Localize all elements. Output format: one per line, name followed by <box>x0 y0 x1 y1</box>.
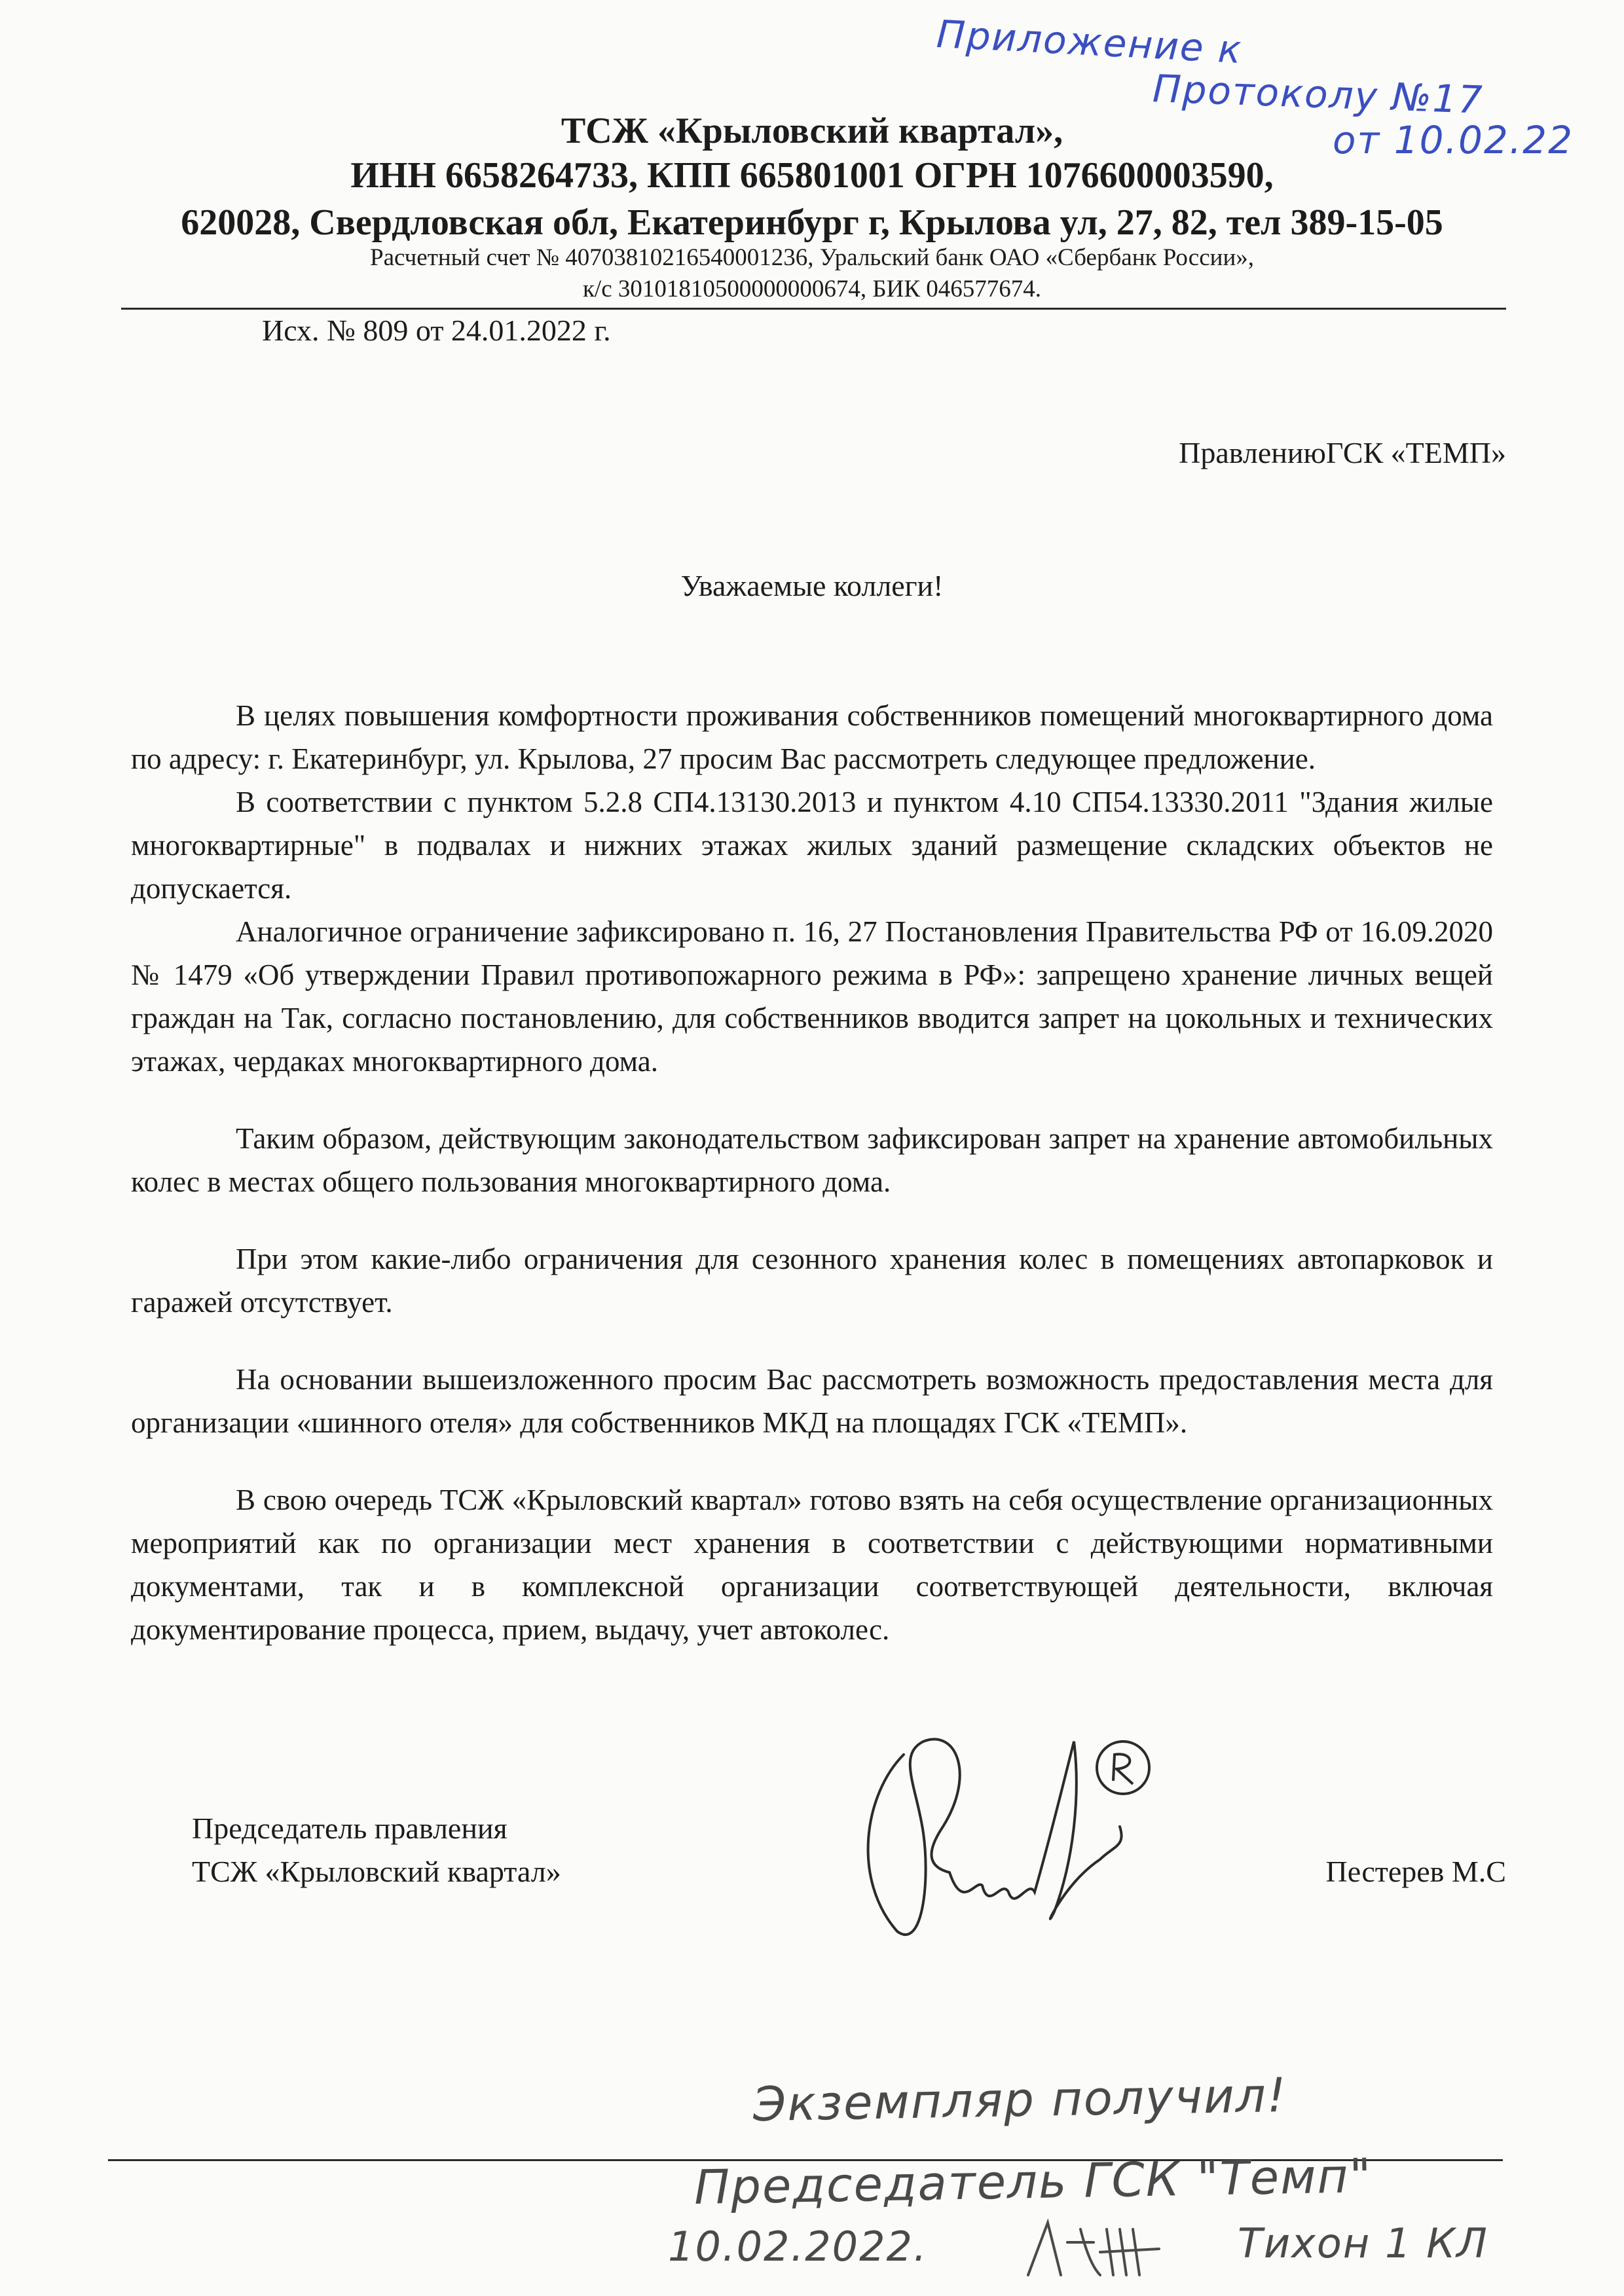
paragraph: В свою очередь ТСЖ «Крыловский квартал» готово взять на себя осуществление организационных мероприятий как по организации мест хранения в соответствии с действующими нормативными документами, так и в комплексной организации соответствующей деятельности, включая документирование процесса, прием, выдачу, учет автоколес. <box>131 1484 1493 1646</box>
receipt-note-date: 10.02.2022. <box>668 2223 928 2270</box>
org-ids: ИНН 6658264733, КПП 665801001 ОГРН 1076600003590, <box>350 155 1274 196</box>
bank-details-line-1: Расчетный счет № 40703810216540001236, Уральский банк ОАО «Сбербанк России», <box>370 244 1254 271</box>
paragraph: При этом какие-либо ограничения для сезонного хранения колес в помещениях автопарковок и гаражей отсутствует. <box>131 1243 1493 1319</box>
receipt-note-name: Тихон 1 КЛ <box>1238 2219 1488 2267</box>
salutation: Уважаемые коллеги! <box>680 569 944 602</box>
paragraph-gap <box>131 1203 1493 1237</box>
paragraph: В соответствии с пунктом 5.2.8 СП4.13130.2013 и пунктом 4.10 СП54.13330.2011 "Здания жилые многоквартирные" в подвалах и нижних этажах жилых зданий размещение складских объектов не допускается. <box>131 786 1493 905</box>
outgoing-number: Исх. № 809 от 24.01.2022 г. <box>262 314 611 347</box>
receipt-note-line-1: Экземпляр получил! <box>752 2067 1288 2132</box>
signatory-title-line-2: ТСЖ «Крыловский квартал» <box>192 1855 561 1888</box>
bank-details-line-2: к/с 30101810500000000674, БИК 046577674. <box>582 276 1042 302</box>
paragraph-gap <box>131 1083 1493 1117</box>
paragraph-gap <box>131 1444 1493 1478</box>
letterhead-divider <box>121 308 1506 310</box>
annotation-line-3: от 10.02.22 <box>1333 118 1574 162</box>
paragraph: На основании вышеизложенного просим Вас рассмотреть возможность предоставления места для организации «шинного отеля» для собственников МКД на площадях ГСК «ТЕМП». <box>131 1363 1493 1439</box>
org-address: 620028, Свердловская обл, Екатеринбург г, Крылова ул, 27, 82, тел 389-15-05 <box>181 202 1443 243</box>
receipt-note-line-2: Председатель ГСК "Темп" <box>693 2147 1373 2215</box>
annotation-line-2: Протоколу №17 <box>1151 66 1485 122</box>
signatory-title-line-1: Председатель правления <box>192 1812 507 1845</box>
letter-body <box>131 694 1493 1651</box>
paragraph-gap <box>131 1324 1493 1358</box>
handwritten-signature <box>825 1715 1192 1964</box>
signatory-name: Пестерев М.С <box>1325 1855 1506 1888</box>
addressee: ПравлениюГСК «ТЕМП» <box>1179 436 1506 469</box>
paragraph: В целях повышения комфортности проживания собственников помещений многоквартирного дома по адресу: г. Екатеринбург, ул. Крылова, 27 просим Вас рассмотреть следующее предложение. <box>131 699 1493 775</box>
paragraph: Таким образом, действующим законодательством зафиксирован запрет на хранение автомобильных колес в местах общего пользования многоквартирного дома. <box>131 1122 1493 1198</box>
org-name: ТСЖ «Крыловский квартал», <box>561 111 1063 151</box>
annotation-line-1: Приложение к <box>935 11 1244 73</box>
receipt-signature-scribble <box>1022 2216 1172 2288</box>
signatory-title <box>192 1807 561 1893</box>
paragraph: Аналогичное ограничение зафиксировано п. 16, 27 Постановления Правительства РФ от 16.09.2020 № 1479 «Об утверждении Правил противопожарного режима в РФ»: запрещено хранение личных вещей граждан на Так, согласно постановлению, для собственников вводится запрет на цокольных и технических этажах, чердаках многоквартирного дома. <box>131 915 1493 1078</box>
